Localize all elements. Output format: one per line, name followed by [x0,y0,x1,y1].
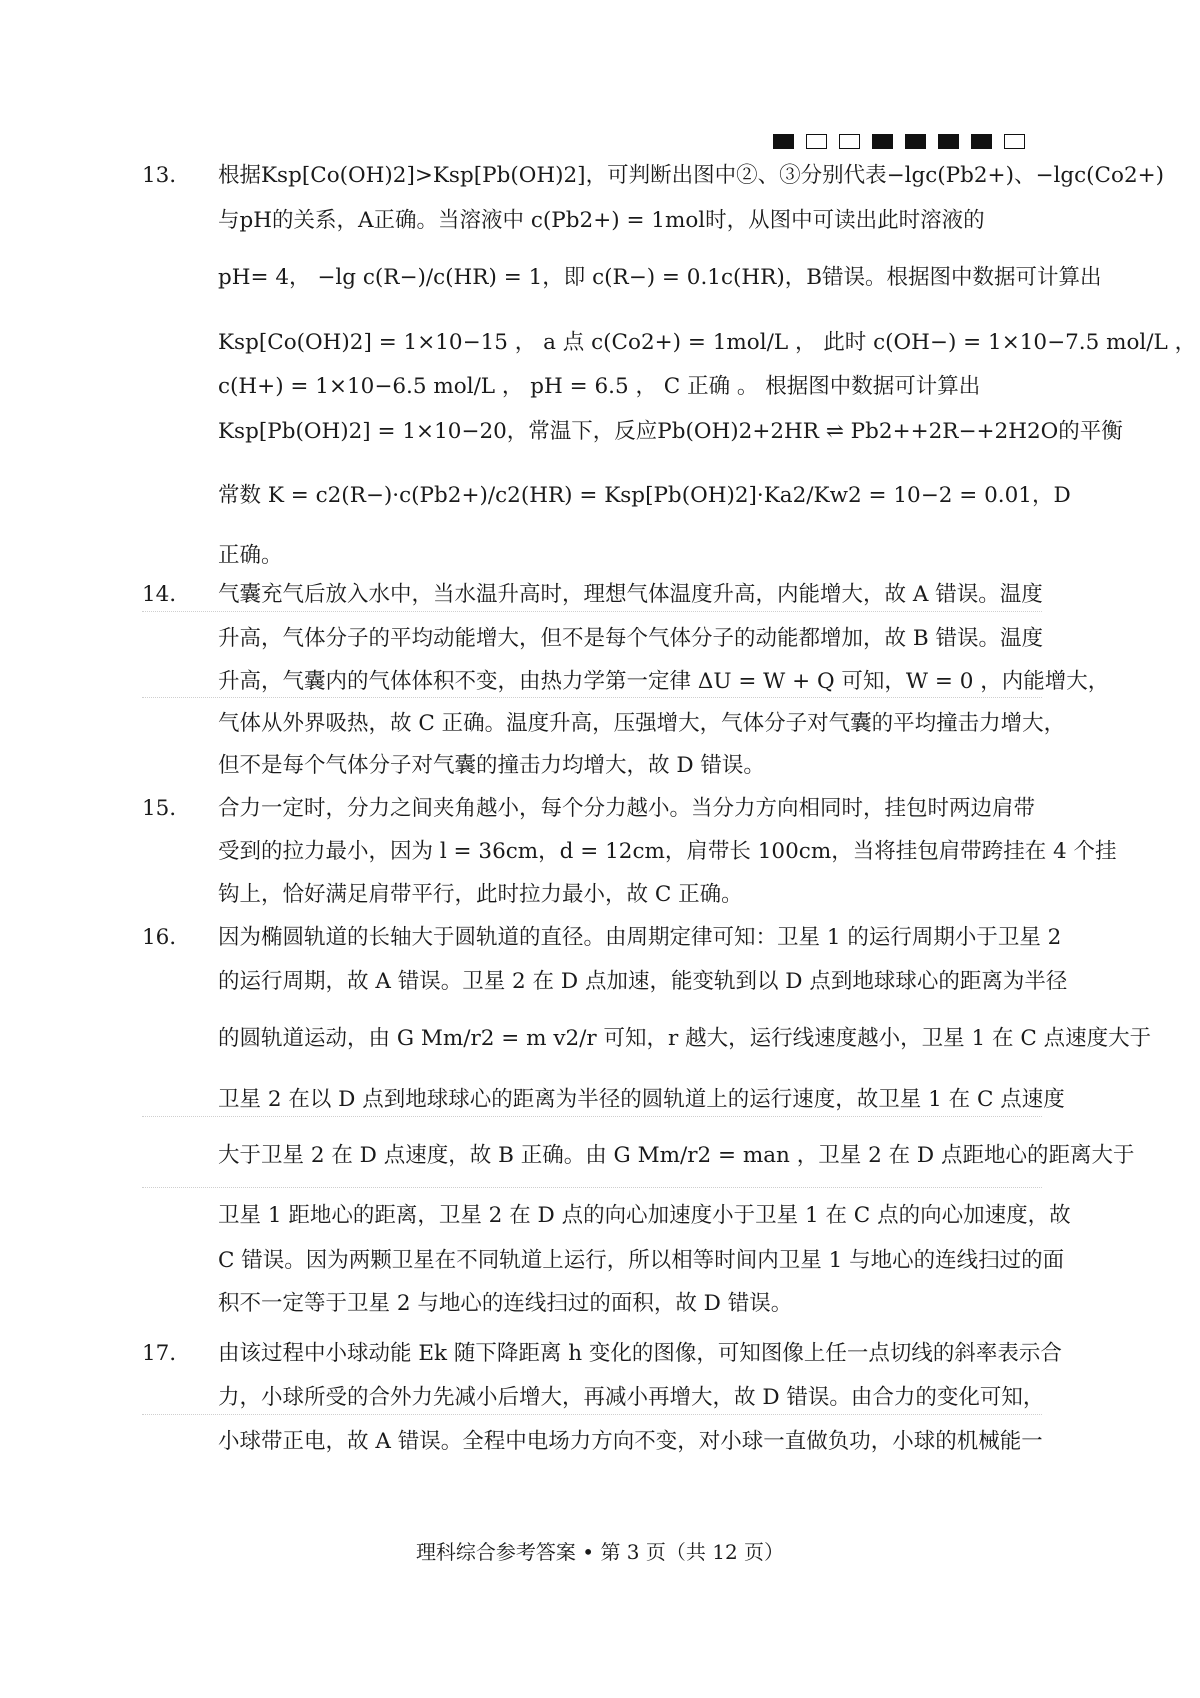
dotted-rule [142,1187,1042,1188]
dotted-rule [142,1414,1042,1415]
text-line: 常数 K = c2(R−)·c(Pb2+)/c2(HR) = Ksp[Pb(OH)2]·Ka2/Kw2 = 10−2 = 0.01，D [218,483,1071,508]
text-line: 因为椭圆轨道的长轴大于圆轨道的直径。由周期定律可知：卫星 1 的运行周期小于卫星 2 [218,925,1062,950]
empty-square-mark [806,134,827,149]
dotted-rule [142,611,1042,612]
text-line: 升高，气囊内的气体体积不变，由热力学第一定律 ΔU = W + Q 可知，W = 0 ，内能增大， [218,669,1110,694]
question-number: 17． [142,1341,191,1366]
text-line: 由该过程中小球动能 Ek 随下降距离 h 变化的图像，可知图像上任一点切线的斜率表示合 [218,1341,1062,1366]
question-number: 14． [142,582,191,607]
text-line: 气体从外界吸热，故 C 正确。温度升高，压强增大，气体分子对气囊的平均撞击力增大， [218,711,1066,736]
filled-square-mark [938,134,959,149]
filled-square-mark [773,134,794,149]
text-line: 卫星 1 距地心的距离，卫星 2 在 D 点的向心加速度小于卫星 1 在 C 点的向心加速度，故 [218,1203,1071,1228]
empty-square-mark [839,134,860,149]
text-line: Ksp[Co(OH)2] = 1×10−15 ， a 点 c(Co2+) = 1mol/L ， 此时 c(OH−) = 1×10−7.5 mol/L ， [218,330,1197,355]
text-line: 但不是每个气体分子对气囊的撞击力均增大，故 D 错误。 [218,753,765,778]
text-line: 受到的拉力最小，因为 l = 36cm，d = 12cm，肩带长 100cm，当将挂包肩带跨挂在 4 个挂 [218,839,1117,864]
question-number: 15． [142,796,191,821]
text-line: 正确。 [218,543,283,568]
text-line: 升高，气体分子的平均动能增大，但不是每个气体分子的动能都增加，故 B 错误。温度 [218,626,1043,651]
text-line: 的运行周期，故 A 错误。卫星 2 在 D 点加速，能变轨到以 D 点到地球球心的距离为半径 [218,969,1068,994]
text-line: 合力一定时，分力之间夹角越小，每个分力越小。当分力方向相同时，挂包时两边肩带 [218,796,1036,821]
text-line: pH= 4， −lg c(R−)/c(HR) = 1，即 c(R−) = 0.1c(HR)，B错误。根据图中数据可计算出 [218,265,1102,290]
text-line: 的圆轨道运动，由 G Mm/r2 = m v2/r 可知，r 越大，运行线速度越小，卫星 1 在 C 点速度大于 [218,1026,1152,1051]
filled-square-mark [971,134,992,149]
text-line: 根据Ksp[Co(OH)2]>Ksp[Pb(OH)2]，可判断出图中②、③分别代表−lgc(Pb2+)、−lgc(Co2+) [218,163,1165,188]
text-line: Ksp[Pb(OH)2] = 1×10−20，常温下，反应Pb(OH)2+2HR ⇌ Pb2++2R−+2H2O的平衡 [218,419,1123,444]
question-number: 13． [142,163,191,188]
filled-square-mark [872,134,893,149]
text-line: 力，小球所受的合外力先减小后增大，再减小再增大，故 D 错误。由合力的变化可知， [218,1385,1045,1410]
text-line: 积不一定等于卫星 2 与地心的连线扫过的面积，故 D 错误。 [218,1291,793,1316]
text-line: 卫星 2 在以 D 点到地球球心的距离为半径的圆轨道上的运行速度，故卫星 1 在 C 点速度 [218,1087,1065,1112]
text-line: 小球带正电，故 A 错误。全程中电场力方向不变，对小球一直做负功，小球的机械能一 [218,1429,1043,1454]
text-line: 钩上，恰好满足肩带平行，此时拉力最小，故 C 正确。 [218,882,743,907]
text-line: 大于卫星 2 在 D 点速度，故 B 正确。由 G Mm/r2 = man ，卫星 2 在 D 点距地心的距离大于 [218,1143,1135,1168]
text-line: 气囊充气后放入水中，当水温升高时，理想气体温度升高，内能增大，故 A 错误。温度 [218,582,1043,607]
dotted-rule [142,1116,1042,1117]
filled-square-mark [905,134,926,149]
text-line: C 错误。因为两颗卫星在不同轨道上运行，所以相等时间内卫星 1 与地心的连线扫过的面 [218,1248,1065,1273]
text-line: c(H+) = 1×10−6.5 mol/L ， pH = 6.5 ， C 正确 。 根据图中数据可计算出 [218,374,981,399]
empty-square-mark [1004,134,1025,149]
header-marks [773,134,1025,149]
question-number: 16． [142,925,191,950]
text-line: 与pH的关系，A正确。当溶液中 c(Pb2+) = 1mol时，从图中可读出此时溶液的 [218,208,985,233]
page-footer: 理科综合参考答案 • 第 3 页（共 12 页） [415,1540,785,1564]
dotted-rule [142,697,1042,698]
